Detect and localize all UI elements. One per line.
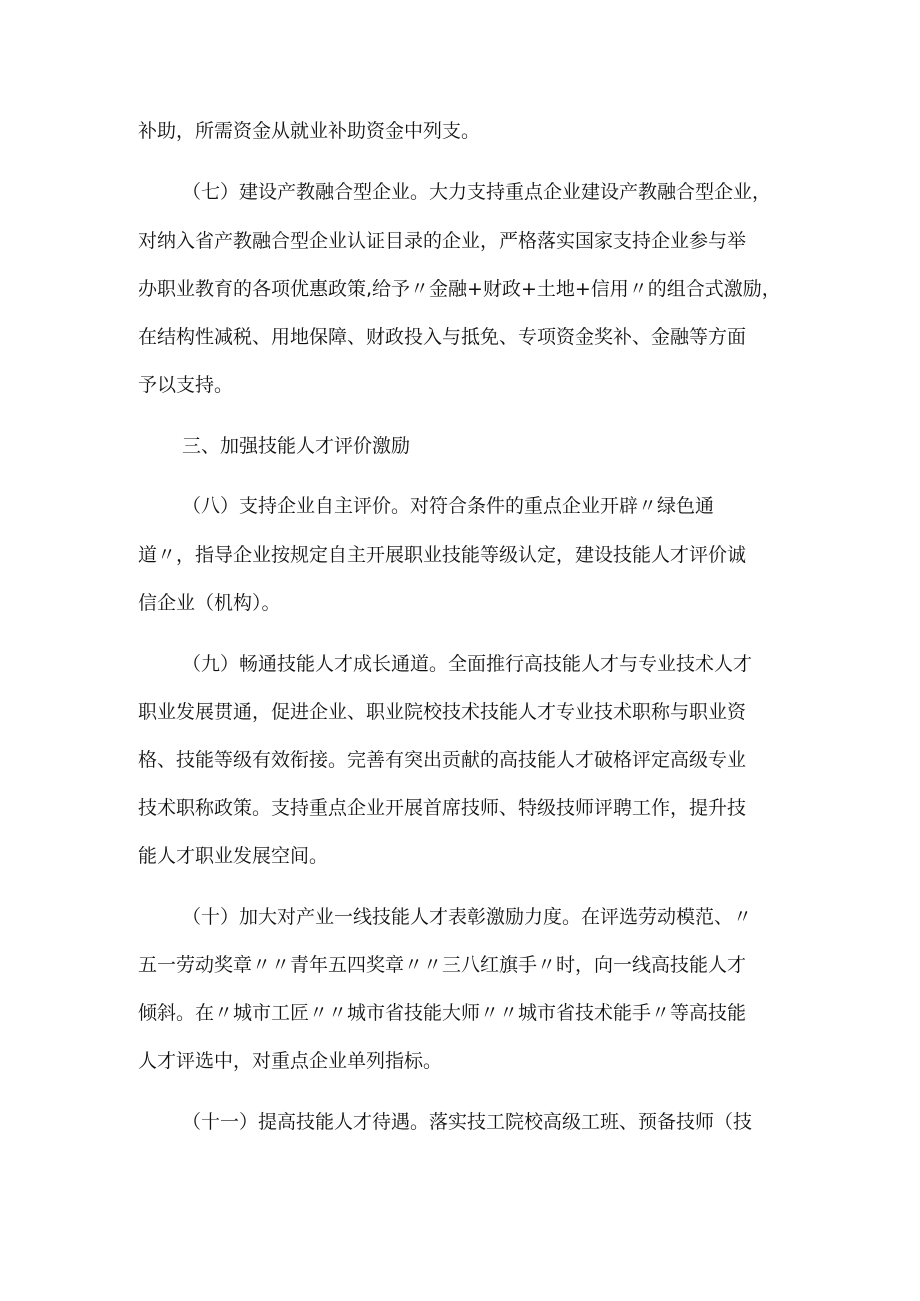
text-line: 在结构性减税、用地保障、财政投入与抵免、专项资金奖补、金融等方面 <box>138 326 747 348</box>
text-line: 人才评选中，对重点企业单列指标。 <box>138 1050 443 1072</box>
text-line: 格、技能等级有效衔接。完善有突出贡献的高技能人才破格评定高级专业 <box>138 749 747 771</box>
text-line: 对纳入省产教融合型企业认证目录的企业，严格落实国家支持企业参与举 <box>138 230 747 252</box>
text-line: 能人才职业发展空间。 <box>138 845 329 867</box>
text-line: 职业发展贯通，促进企业、职业院校技术技能人才专业技术职称与职业资 <box>138 701 747 723</box>
text-line: （七）建设产教融合型企业。大力支持重点企业建设产教融合型企业， <box>182 181 772 203</box>
text-line: 技术职称政策。支持重点企业开展首席技师、特级技师评聘工作，提升技 <box>138 797 747 819</box>
text-line: 道〃，指导企业按规定自主开展职业技能等级认定，建设技能人才评价诚 <box>138 544 747 566</box>
text-line: （十）加大对产业一线技能人才表彰激励力度。在评选劳动模范、〃 <box>182 906 753 928</box>
section-heading: 三、加强技能人才评价激励 <box>182 435 411 457</box>
text-line: 补助，所需资金从就业补助资金中列支。 <box>138 120 481 142</box>
text-line: 信企业（机构）。 <box>138 592 281 614</box>
text-line: 办职业教育的各项优惠政策,给予〃金融+财政+土地+信用〃的组合式激励， <box>138 278 781 300</box>
text-line: （十一）提高技能人才待遇。落实技工院校高级工班、预备技师（技 <box>182 1111 753 1133</box>
text-line: 倾斜。在〃城市工匠〃〃城市省技能大师〃〃城市省技术能手〃等高技能 <box>138 1002 747 1024</box>
text-line: 五一劳动奖章〃〃青年五四奖章〃〃三八红旗手〃时，向一线高技能人才 <box>138 954 747 976</box>
text-line: 予以支持。 <box>138 374 234 396</box>
text-line: （九）畅通技能人才成长通道。全面推行高技能人才与专业技术人才 <box>182 653 753 675</box>
text-line: （八）支持企业自主评价。对符合条件的重点企业开辟〃绿色通 <box>182 495 715 517</box>
